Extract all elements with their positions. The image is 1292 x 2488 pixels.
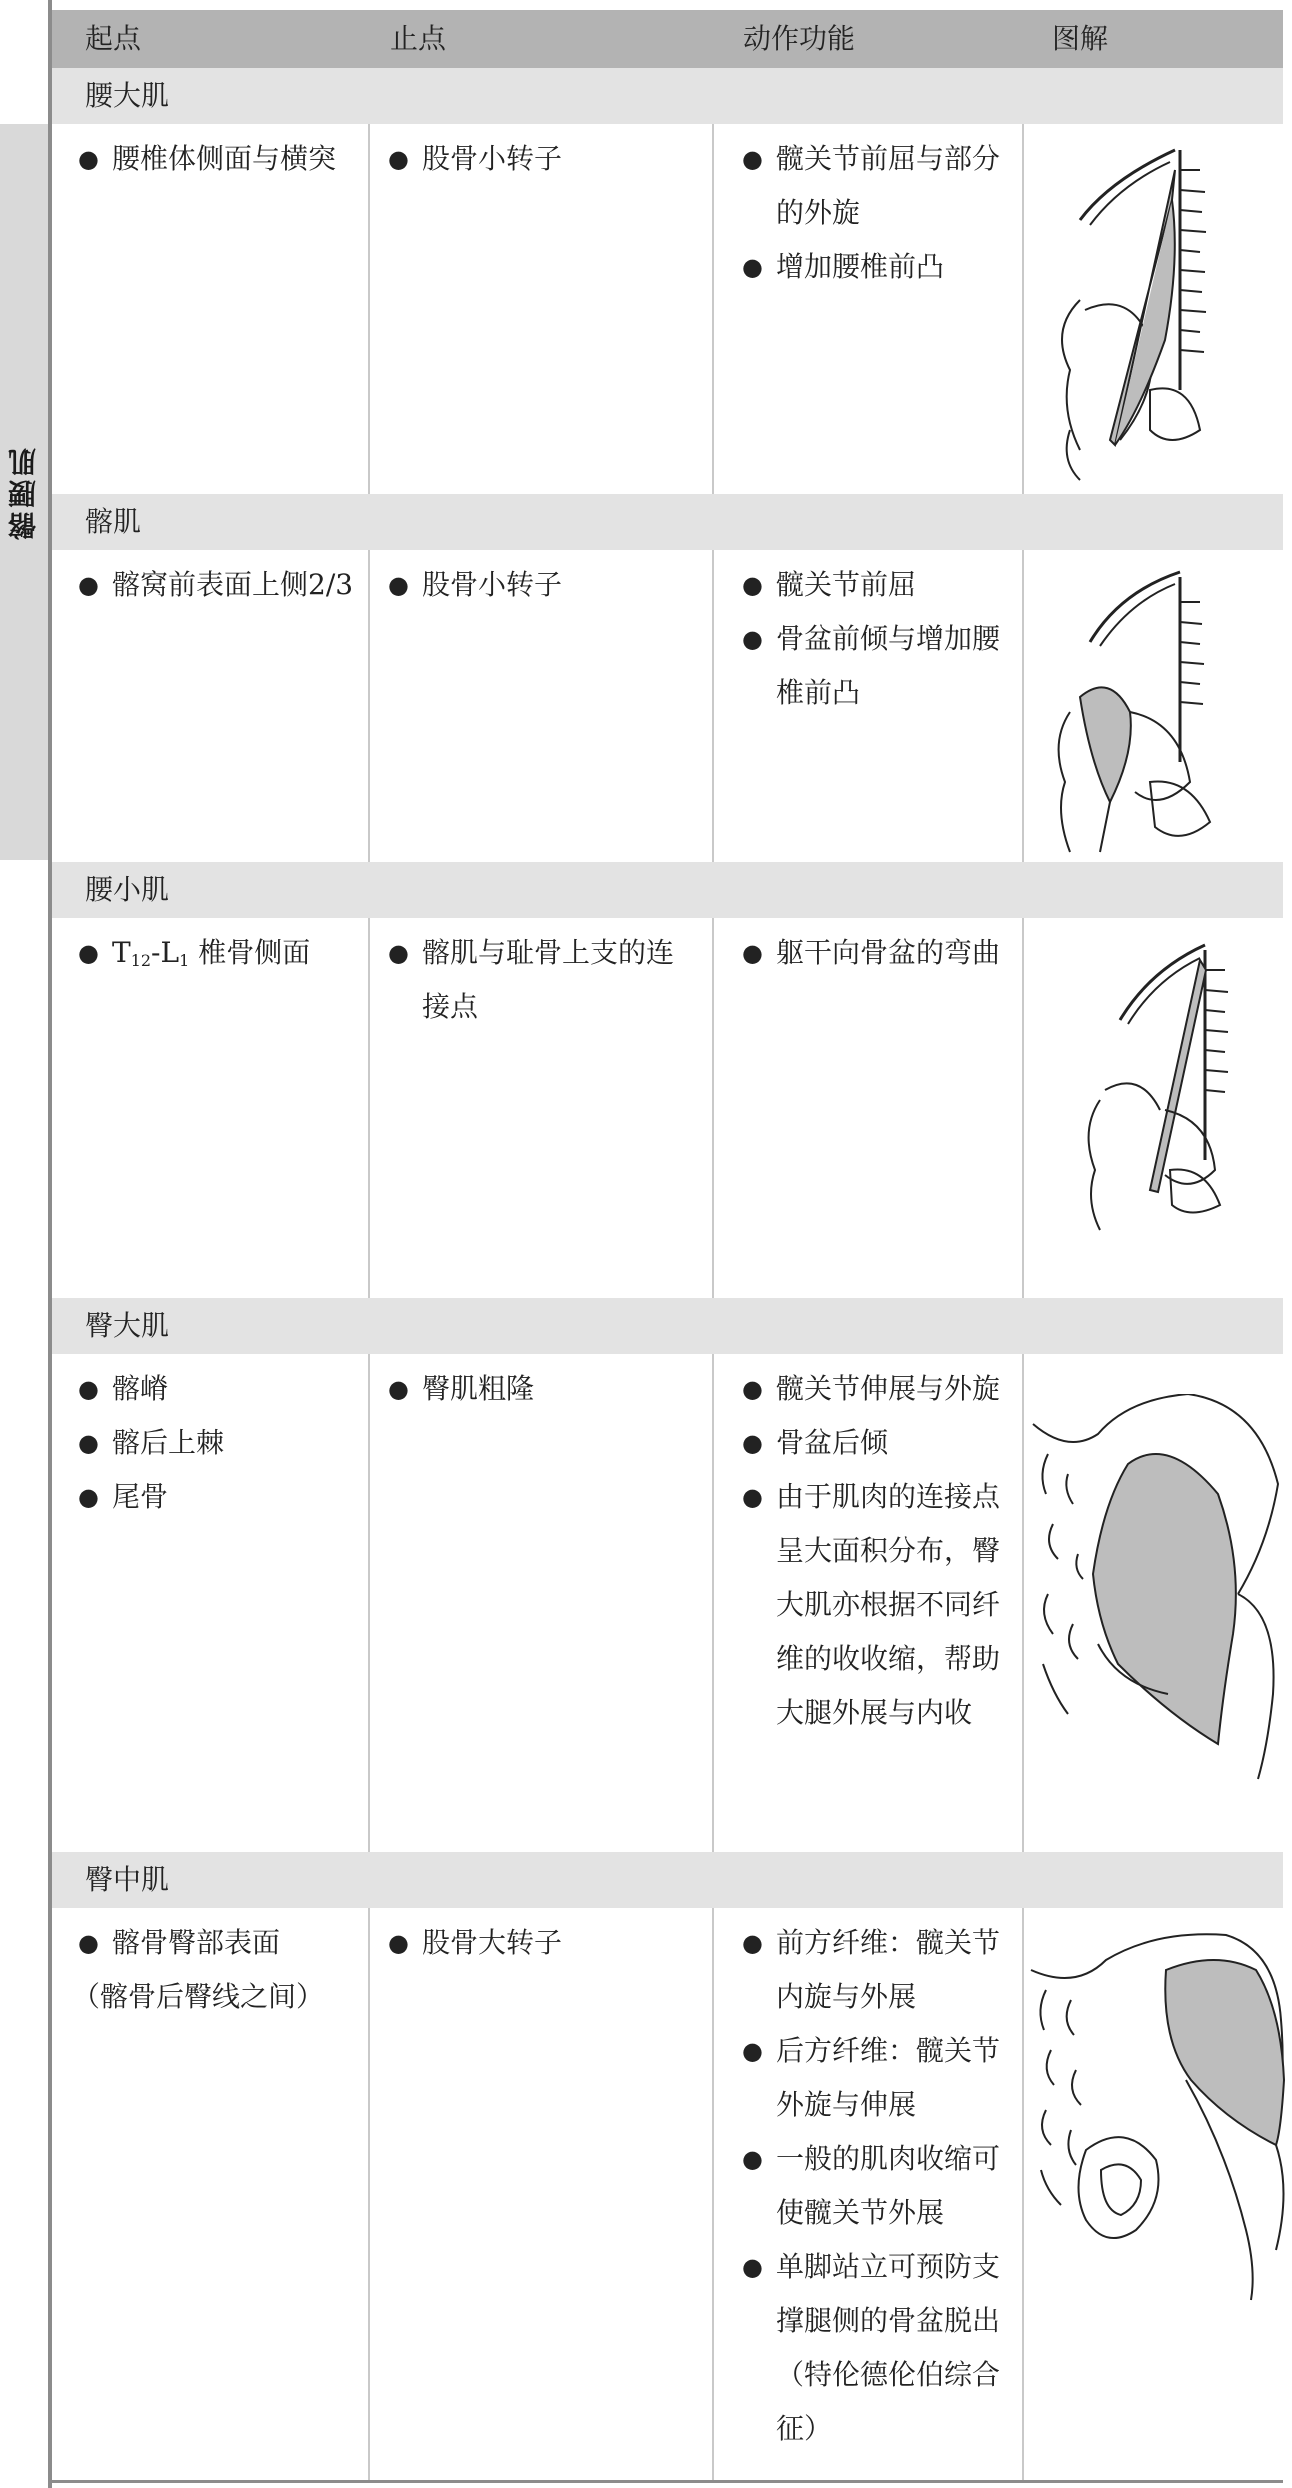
- muscle-name: 腰小肌: [85, 873, 170, 906]
- origin-cell: [78, 926, 363, 988]
- action-item: ● 髋关节前屈与部分的外旋: [742, 132, 1014, 240]
- insertion-cell: [388, 1916, 703, 1970]
- col-divider: [712, 918, 714, 1298]
- bottom-rule: [52, 2480, 1283, 2483]
- col-divider: [1022, 1908, 1024, 2480]
- insertion-cell: [388, 926, 688, 1034]
- col-divider: [368, 1908, 370, 2480]
- action-item: ● 髋关节伸展与外旋: [742, 1362, 1014, 1416]
- action-item: ● 前方纤维：髋关节内旋与外展: [742, 1916, 1014, 2024]
- psoas-major-illustration: [1040, 140, 1240, 485]
- col-divider: [368, 1354, 370, 1852]
- section-bar: [52, 68, 1283, 124]
- gluteus-maximus-illustration: [1028, 1394, 1283, 1784]
- section-bar: [52, 1852, 1283, 1908]
- col-divider: [1022, 918, 1024, 1298]
- col-divider: [1022, 1354, 1024, 1852]
- insertion-item: ● 股骨大转子: [388, 1916, 703, 1970]
- header-insertion: 止点: [390, 22, 447, 55]
- col-divider: [368, 124, 370, 494]
- col-divider: [712, 1354, 714, 1852]
- insertion-cell: [388, 1362, 703, 1416]
- col-divider: [712, 124, 714, 494]
- iliacus-illustration: [1040, 562, 1240, 862]
- action-item: ● 骨盆前倾与增加腰椎前凸: [742, 612, 1014, 720]
- action-item: ● 髋关节前屈: [742, 558, 1014, 612]
- insertion-item: ● 股骨小转子: [388, 558, 703, 612]
- origin-item: ● 腰椎体侧面与横突: [78, 132, 363, 186]
- muscle-name: 臀大肌: [85, 1309, 170, 1342]
- origin-item: ● 髂窝前表面上侧2/3: [78, 558, 363, 612]
- action-cell: [742, 132, 1014, 294]
- side-tab-label: 髂腰肌: [7, 444, 40, 540]
- origin-cell: [78, 1362, 363, 1524]
- col-divider: [368, 918, 370, 1298]
- origin-item: ● 髂后上棘: [78, 1416, 363, 1470]
- origin-cell: [72, 1916, 363, 2024]
- section-bar: [52, 862, 1283, 918]
- action-item: ● 增加腰椎前凸: [742, 240, 1014, 294]
- origin-cell: [78, 558, 363, 612]
- section-bar: [52, 494, 1283, 550]
- action-item: ● 由于肌肉的连接点呈大面积分布，臀大肌亦根据不同纤维的收收缩，帮助大腿外展与内收: [742, 1470, 1014, 1740]
- insertion-item: ● 股骨小转子: [388, 132, 703, 186]
- muscle-name: 髂肌: [85, 505, 142, 538]
- section-bar: [52, 1298, 1283, 1354]
- col-divider: [712, 550, 714, 862]
- action-item: ● 单脚站立可预防支撑腿侧的骨盆脱出（特伦德伦伯综合征）: [742, 2240, 1014, 2456]
- header-origin: 起点: [85, 22, 142, 55]
- origin-item: ● 尾骨: [78, 1470, 363, 1524]
- col-divider: [1022, 124, 1024, 494]
- action-cell: [742, 558, 1014, 720]
- col-divider: [712, 1908, 714, 2480]
- insertion-item: ● 髂肌与耻骨上支的连接点: [388, 926, 688, 1034]
- col-divider: [1022, 550, 1024, 862]
- origin-item: ● 髂骨臀部表面: [78, 1916, 363, 1970]
- action-item: ● 一般的肌肉收缩可使髋关节外展: [742, 2132, 1014, 2240]
- side-tab-label-wrap: [0, 124, 48, 860]
- psoas-minor-illustration: [1040, 930, 1240, 1240]
- muscle-name: 臀中肌: [85, 1863, 170, 1896]
- action-cell: [742, 926, 1002, 980]
- origin-cell: [78, 132, 363, 186]
- muscle-name: 腰大肌: [85, 79, 170, 112]
- action-item: ● 骨盆后倾: [742, 1416, 1014, 1470]
- insertion-cell: [388, 558, 703, 612]
- action-item: ● 后方纤维：髋关节外旋与伸展: [742, 2024, 1014, 2132]
- gluteus-medius-illustration: [1026, 1930, 1288, 2305]
- header-action: 动作功能: [743, 22, 856, 55]
- header-diagram: 图解: [1052, 22, 1109, 55]
- action-cell: [742, 1916, 1014, 2456]
- action-item: ● 躯干向骨盆的弯曲: [742, 926, 1002, 980]
- left-rule: [48, 0, 52, 2488]
- origin-item: ● 髂嵴: [78, 1362, 363, 1416]
- origin-item: ● $T_{12}-L_1$ 椎骨侧面: [78, 926, 363, 988]
- action-cell: [742, 1362, 1014, 1740]
- insertion-item: ● 臀肌粗隆: [388, 1362, 703, 1416]
- origin-note: （髂骨后臀线之间）: [72, 1980, 325, 2013]
- col-divider: [368, 550, 370, 862]
- insertion-cell: [388, 132, 703, 186]
